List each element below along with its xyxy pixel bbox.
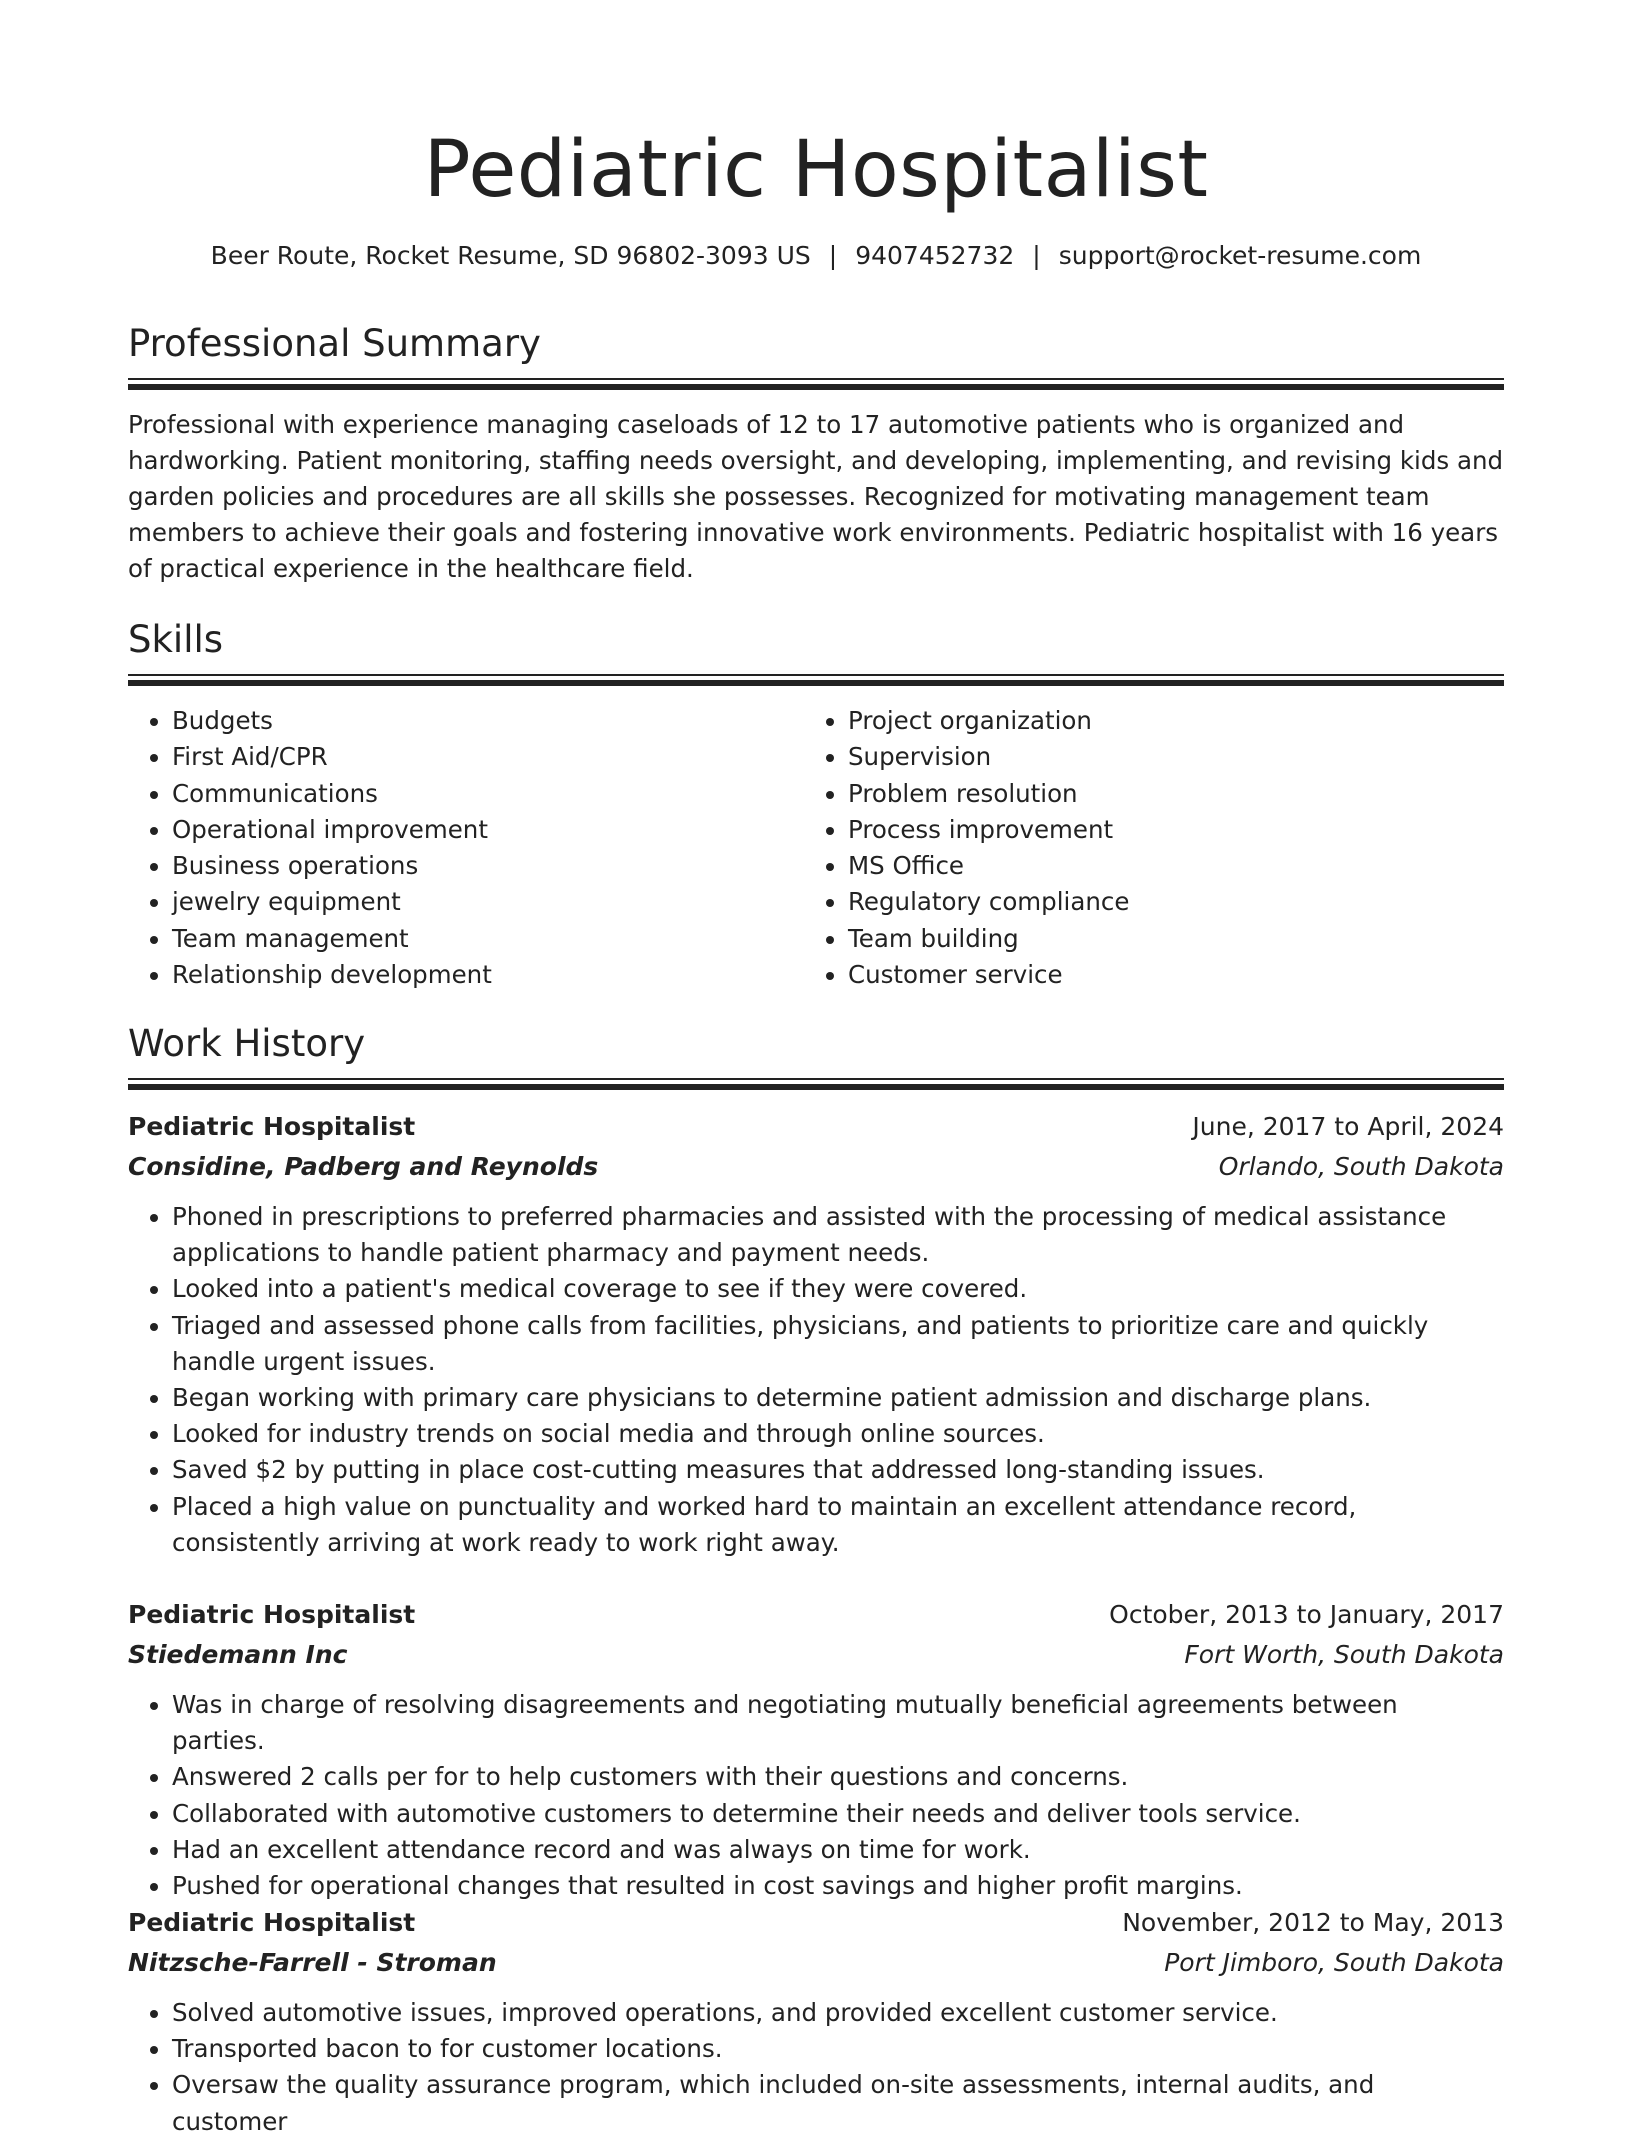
skill-item: • MS Office bbox=[848, 848, 1480, 884]
job-subheader bbox=[128, 1147, 1504, 1187]
skill-item: • Project organization bbox=[848, 703, 1480, 739]
contact-address: Beer Route, Rocket Resume, SD 96802-3093 US bbox=[210, 241, 811, 270]
job-location: Orlando, South Dakota bbox=[1218, 1152, 1504, 1181]
skill-item: • Team building bbox=[848, 921, 1480, 957]
job-title: Pediatric Hospitalist bbox=[128, 1600, 416, 1629]
skill-item: • Communications bbox=[172, 776, 804, 812]
job-bullet: • Solved automotive issues, improved operations, and provided excellent customer service. bbox=[172, 1995, 1504, 2031]
skill-item: • Budgets bbox=[172, 703, 804, 739]
job-bullet: • Answered 2 calls per for to help customers with their questions and concerns. bbox=[172, 1759, 1504, 1795]
skill-item: • Operational improvement bbox=[172, 812, 804, 848]
job-bullet: • Began working with primary care physicians to determine patient admission and discharge plans. bbox=[172, 1380, 1504, 1416]
job-subheader bbox=[128, 1635, 1504, 1675]
job-bullet: • Phoned in prescriptions to preferred pharmacies and assisted with the processing of medical assistance applications to handle patient pharmacy and payment needs. bbox=[172, 1199, 1504, 1271]
job-header bbox=[128, 1107, 1504, 1147]
job-title: Pediatric Hospitalist bbox=[128, 1908, 416, 1937]
skill-item: • Regulatory compliance bbox=[848, 884, 1480, 920]
contact-phone: 9407452732 bbox=[855, 241, 1015, 270]
job-bullet: • Collaborated with automotive customers to determine their needs and deliver tools service. bbox=[172, 1796, 1504, 1832]
job-dates: June, 2017 to April, 2024 bbox=[1192, 1112, 1504, 1141]
job-company: Considine, Padberg and Reynolds bbox=[128, 1152, 599, 1181]
job-location: Fort Worth, South Dakota bbox=[1184, 1640, 1504, 1669]
contact-separator: | bbox=[828, 241, 838, 270]
skill-item: • Supervision bbox=[848, 739, 1480, 775]
contact-email: support@rocket-resume.com bbox=[1058, 241, 1422, 270]
section-title-skills: Skills bbox=[128, 618, 224, 661]
skills-list bbox=[128, 703, 1504, 993]
contact-separator: | bbox=[1032, 241, 1041, 270]
job-bullet: • Oversaw the quality assurance program, which included on-site assessments, internal audits, and customer bbox=[172, 2067, 1504, 2139]
skill-item: • jewelry equipment bbox=[172, 884, 804, 920]
job-bullet: • Pushed for operational changes that resulted in cost savings and higher profit margins. bbox=[172, 1868, 1504, 1904]
resume-name: Pediatric Hospitalist bbox=[423, 125, 1209, 215]
skills-column-left bbox=[128, 703, 804, 993]
job-subheader bbox=[128, 1943, 1504, 1983]
job-dates: October, 2013 to January, 2017 bbox=[1109, 1600, 1504, 1629]
job-bullet: • Had an excellent attendance record and was always on time for work. bbox=[172, 1832, 1504, 1868]
section-divider bbox=[128, 674, 1504, 687]
job-bullet: • Looked into a patient's medical coverage to see if they were covered. bbox=[172, 1271, 1504, 1307]
job-company: Stiedemann Inc bbox=[128, 1640, 348, 1669]
job-bullets bbox=[128, 1199, 1504, 1561]
job-bullet: • Transported bacon to for customer locations. bbox=[172, 2031, 1504, 2067]
skill-item: • Team management bbox=[172, 921, 804, 957]
section-title-work-history: Work History bbox=[128, 1022, 366, 1065]
job-bullet: • Was in charge of resolving disagreements and negotiating mutually beneficial agreements between parties. bbox=[172, 1687, 1504, 1759]
skill-item: • Customer service bbox=[848, 957, 1480, 993]
job-entry bbox=[128, 1595, 1504, 1904]
skill-item: • Process improvement bbox=[848, 812, 1480, 848]
job-company: Nitzsche-Farrell - Stroman bbox=[128, 1948, 497, 1977]
section-divider bbox=[128, 378, 1504, 391]
job-title: Pediatric Hospitalist bbox=[128, 1112, 416, 1141]
job-header bbox=[128, 1903, 1504, 1943]
job-bullet: • Saved $2 by putting in place cost-cutting measures that addressed long-standing issues. bbox=[172, 1452, 1504, 1488]
skills-column-right bbox=[804, 703, 1480, 993]
job-bullet: • Placed a high value on punctuality and worked hard to maintain an excellent attendance record, consistently arriving at work ready to work right away. bbox=[172, 1489, 1504, 1561]
job-bullets bbox=[128, 1687, 1504, 1904]
job-bullets bbox=[128, 1995, 1504, 2140]
skill-item: • Relationship development bbox=[172, 957, 804, 993]
job-location: Port Jimboro, South Dakota bbox=[1164, 1948, 1504, 1977]
skill-item: • Problem resolution bbox=[848, 776, 1480, 812]
job-bullet: • Triaged and assessed phone calls from facilities, physicians, and patients to prioritize care and quickly handle urgent issues. bbox=[172, 1308, 1504, 1380]
job-bullet: • Looked for industry trends on social media and through online sources. bbox=[172, 1416, 1504, 1452]
section-divider bbox=[128, 1078, 1504, 1091]
section-title-summary: Professional Summary bbox=[128, 322, 541, 365]
job-entry bbox=[128, 1107, 1504, 1561]
job-dates: November, 2012 to May, 2013 bbox=[1122, 1908, 1504, 1937]
contact-line bbox=[128, 238, 1504, 274]
summary-text: Professional with experience managing caseloads of 12 to 17 automotive patients who is organized and hardworking. Patient monitoring, staffing needs oversight, and developing, implementing, and revising kids and garden policies and procedures are all skills she possesses. Recognized for motivating management team members to achieve their goals and fostering innovative work environments. Pediatric hospitalist with 16 years of practical experience in the healthcare field. bbox=[128, 410, 1504, 583]
job-entry bbox=[128, 1903, 1504, 2140]
job-header bbox=[128, 1595, 1504, 1635]
skill-item: • Business operations bbox=[172, 848, 804, 884]
skill-item: • First Aid/CPR bbox=[172, 739, 804, 775]
